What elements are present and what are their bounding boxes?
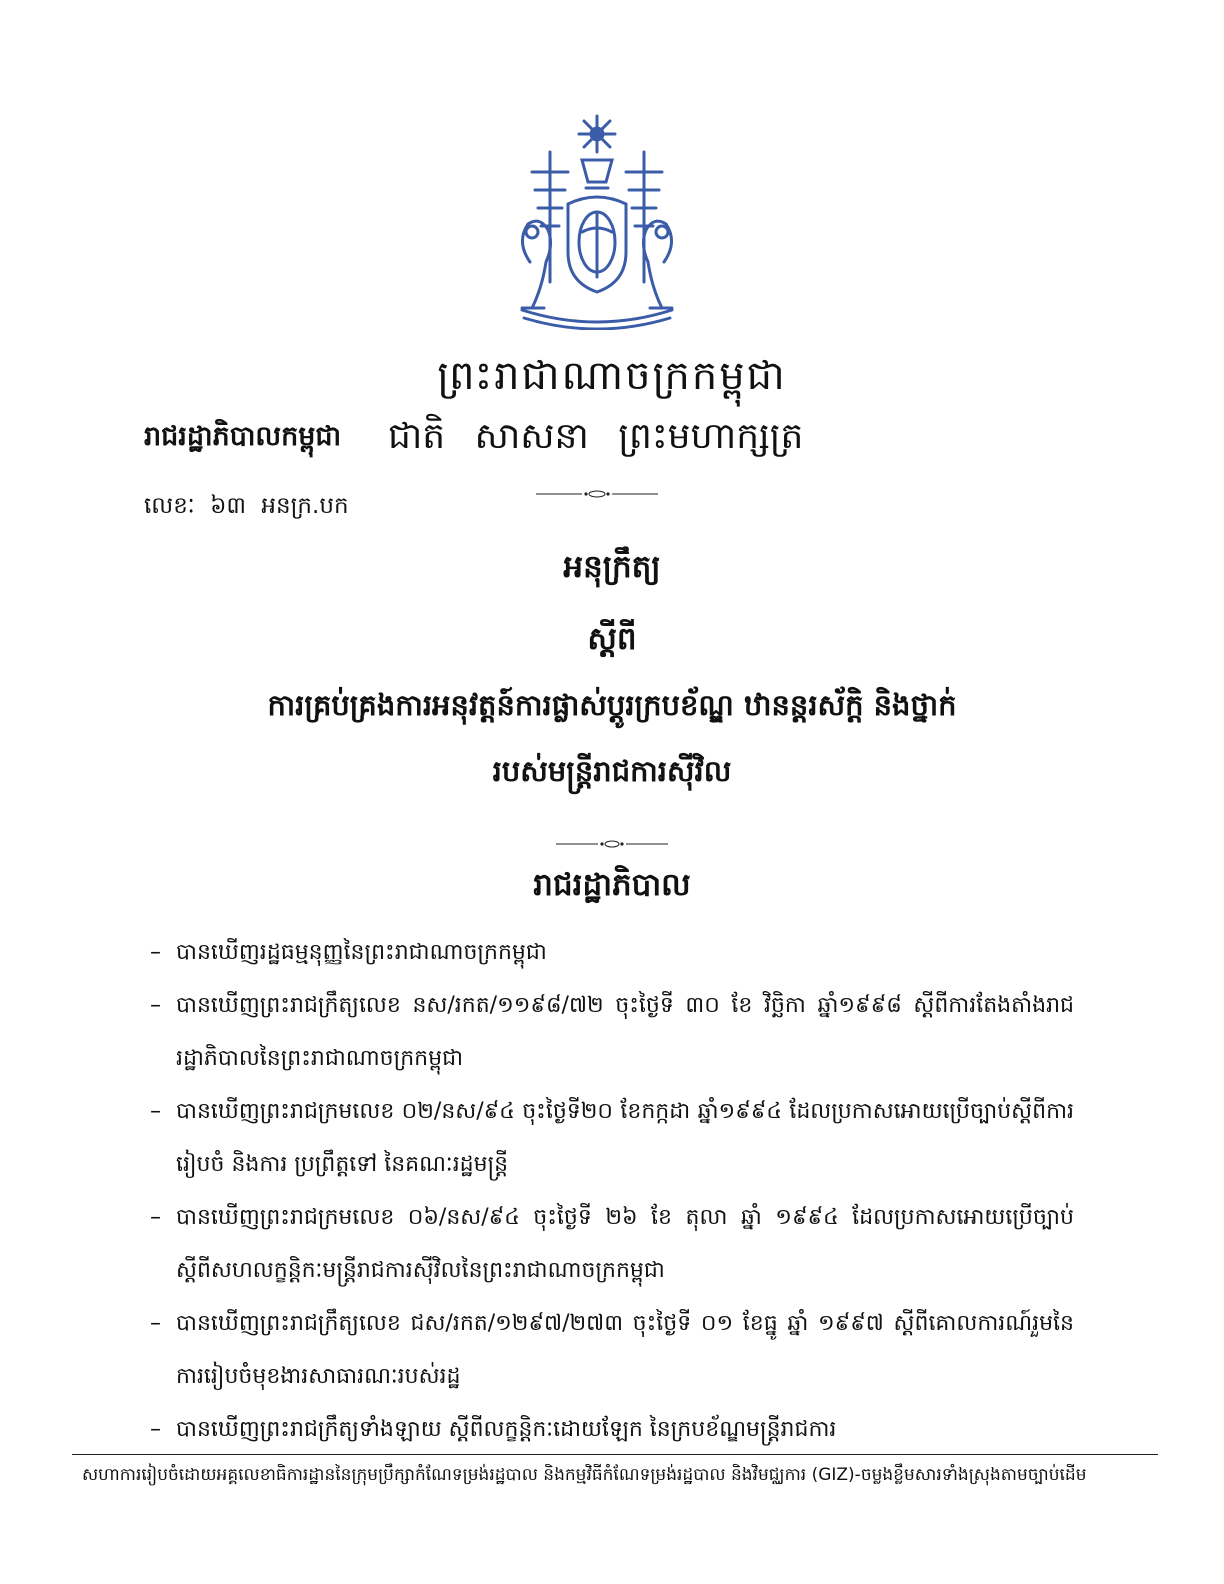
subject-title-line-1: ការគ្រប់គ្រងការអនុវត្តន៍ការផ្លាស់ប្ដូរក្របខ័ណ្ឌ ឋានន្តរស័ក្តិ និងថ្នាក់ [267,688,957,722]
kingdom-heading: ព្រះរាជាណាចក្រកម្ពុជា [437,353,787,399]
recital-text: បានឃើញព្រះរាជក្រមលេខ ០២/នស/៩៤ ចុះថ្ងៃទី២០ ខែកក្កដា ឆ្នាំ១៩៩៤ ដែលប្រកាសអោយប្រើច្បាប់ស្ដីពីការរៀបចំ និងការ ប្រព្រឹត្តទៅ នៃគណៈរដ្ឋមន្ត្រី [176,1099,1074,1177]
about-heading: ស្ដីពី [587,621,637,657]
footer-note: សហាការរៀបចំដោយអគ្គលេខាធិការដ្ឋាននៃក្រុមប្រឹក្សាកំណែទម្រង់រដ្ឋបាល និងកម្មវិធីកំណែទម្រង់រដ្ឋបាល និងវិមជ្ឈការ (GIZ)-ចម្លងខ្លឹមសារទាំងស្រុងតាមច្បាប់ដើម [82,1465,1087,1485]
recital-item: – បានឃើញព្រះរាជក្រមលេខ ០២/នស/៩៤ ចុះថ្ងៃទី២០ ខែកក្កដា ឆ្នាំ១៩៩៤ ដែលប្រកាសអោយប្រើច្បាប់ស្ដីពីការរៀបចំ និងការ ប្រព្រឹត្តទៅ នៃគណៈរដ្ឋមន្ត្រី [150,1099,1074,1177]
ornamental-divider [536,489,658,499]
subject-title-line-2: របស់មន្ត្រីរាជការស៊ីវិល [492,754,732,788]
recital-text: បានឃើញព្រះរាជក្រឹត្យលេខ ជស/រកត/១២៩៧/២៧៣ ចុះថ្ងៃទី ០១ ខែធ្នូ ឆ្នាំ ១៩៩៧ ស្ដីពីគោលការណ៍រួមនៃការរៀបចំមុខងារសាធារណៈរបស់រដ្ឋ [176,1311,1074,1389]
royal-coat-of-arms-emblem [502,112,692,330]
recital-text: បានឃើញរដ្ឋធម្មនុញ្ញនៃព្រះរាជាណាចក្រកម្ពុជា [176,940,547,965]
ornamental-divider [556,839,668,849]
document-type-heading: អនុក្រឹត្យ [563,549,661,585]
recital-text: បានឃើញព្រះរាជក្រមលេខ ០៦/នស/៩៤ ចុះថ្ងៃទី ២៦ ខែ តុលា ឆ្នាំ ១៩៩៤ ដែលប្រកាសអោយប្រើច្បាប់ស្ដីពីសហលក្ខន្តិកៈមន្ត្រីរាជការស៊ីវិលនៃព្រះរាជាណាចក្រកម្ពុជា [176,1205,1074,1283]
recital-item: – បានឃើញព្រះរាជក្រឹត្យទាំងឡាយ ស្ដីពីលក្ខន្តិកៈដោយឡែក នៃក្របខ័ណ្ឌមន្ត្រីរាជការ [150,1417,837,1442]
recital-text: បានឃើញព្រះរាជក្រឹត្យលេខ នស/រកត/១១៩៨/៧២ ចុះថ្ងៃទី ៣០ ខែ វិច្ឆិកា ឆ្នាំ១៩៩៨ ស្ដីពីការតែងតាំងរាជរដ្ឋាភិបាលនៃព្រះរាជាណាចក្រកម្ពុជា [176,993,1074,1071]
recital-item: – បានឃើញព្រះរាជក្រមលេខ ០៦/នស/៩៤ ចុះថ្ងៃទី ២៦ ខែ តុលា ឆ្នាំ ១៩៩៤ ដែលប្រកាសអោយប្រើច្បាប់ស្ដីពីសហលក្ខន្តិកៈមន្ត្រីរាជការស៊ីវិលនៃព្រះរាជាណាចក្រកម្ពុជា [150,1205,1074,1283]
recital-item: – បានឃើញព្រះរាជក្រឹត្យលេខ ជស/រកត/១២៩៧/២៧៣ ចុះថ្ងៃទី ០១ ខែធ្នូ ឆ្នាំ ១៩៩៧ ស្ដីពីគោលការណ៍រួមនៃការរៀបចំមុខងារសាធារណៈរបស់រដ្ឋ [150,1311,1074,1389]
footer-divider [72,1454,1158,1455]
recital-item: – បានឃើញរដ្ឋធម្មនុញ្ញនៃព្រះរាជាណាចក្រកម្ពុជា [150,940,547,965]
recitals-list [150,926,1074,1456]
recital-text: បានឃើញព្រះរាជក្រឹត្យទាំងឡាយ ស្ដីពីលក្ខន្តិកៈដោយឡែក នៃក្របខ័ណ្ឌមន្ត្រីរាជការ [176,1417,837,1442]
national-motto: ជាតិ សាសនា ព្រះមហាក្សត្រ [388,416,804,457]
issuer-heading: រាជរដ្ឋាភិបាល [533,867,691,903]
document-reference-number: លេខៈ ៦៣ អនក្រ.បក [144,493,349,519]
government-name: រាជរដ្ឋាភិបាលកម្ពុជា [144,421,342,452]
recital-item: – បានឃើញព្រះរាជក្រឹត្យលេខ នស/រកត/១១៩៨/៧២ ចុះថ្ងៃទី ៣០ ខែ វិច្ឆិកា ឆ្នាំ១៩៩៨ ស្ដីពីការតែងតាំងរាជរដ្ឋាភិបាលនៃព្រះរាជាណាចក្រកម្ពុជា [150,993,1074,1071]
